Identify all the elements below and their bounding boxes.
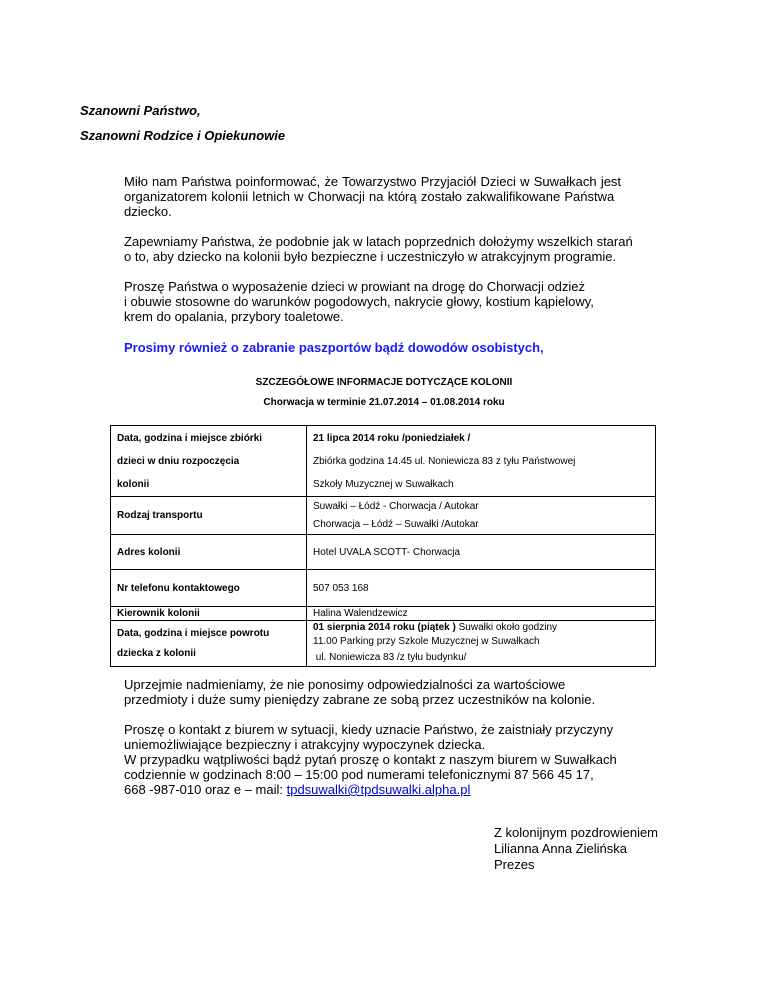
details-heading: SZCZEGÓŁOWE INFORMACJE DOTYCZĄCE KOLONII (255, 377, 513, 388)
transport-value: Suwałki – Łódź - Chorwacja / Autokar Chorwacja – Łódź – Suwałki /Autokar (307, 497, 656, 535)
email-link[interactable]: tpdsuwalki@tpdsuwalki.alpha.pl (286, 782, 471, 797)
table-row (111, 607, 656, 621)
equipment-line: i obuwie stosowne do warunków pogodowych, nakrycie głowy, kostium kąpielowy, (124, 294, 594, 309)
assurance-line: Zapewniamy Państwa, że podobnie jak w latach poprzednich dołożymy wszelkich starań (124, 234, 633, 249)
signature-name: Lilianna Anna Zielińska (494, 841, 627, 856)
signature-title: Prezes (494, 857, 535, 872)
address-value: Hotel UVALA SCOTT- Chorwacja (307, 535, 656, 570)
intro-paragraph (124, 174, 700, 219)
greeting-line-2: Szanowni Rodzice i Opiekunowie (80, 128, 286, 143)
disclaimer-line: przedmioty i duże sumy pieniędzy zabrane ze sobą przez uczestników na kolonie. (124, 692, 596, 707)
return-label: Data, godzina i miejsce powrotu dziecka z kolonii (111, 621, 307, 667)
details-table (110, 425, 656, 667)
contact-line: W przypadku wątpliwości bądź pytań proszę o kontakt z naszym biurem w Suwałkach (124, 752, 617, 767)
contact-line: Proszę o kontakt z biurem w sytuacji, kiedy uznacie Państwo, że zaistniały przyczyny (124, 722, 614, 737)
manager-label: Kierownik kolonii (111, 607, 307, 621)
transport-label: Rodzaj transportu (111, 497, 307, 535)
assurance-paragraph (124, 234, 700, 264)
phone-label: Nr telefonu kontaktowego (111, 570, 307, 607)
table-row (111, 621, 656, 667)
contact-line: 668 -987-010 oraz e – mail: tpdsuwalki@tpdsuwalki.alpha.pl (124, 782, 471, 797)
departure-label: Data, godzina i miejsce zbiórki dzieci w dniu rozpoczęcia kolonii (111, 426, 307, 497)
equipment-line: krem do opalania, przybory toaletowe. (124, 309, 344, 324)
table-row (111, 426, 656, 497)
intro-line: Miło nam Państwa poinformować, że Towarzystwo Przyjaciół Dzieci w Suwałkach jest (124, 174, 622, 189)
return-value: 01 sierpnia 2014 roku (piątek ) Suwałki około godziny 11.00 Parking przy Szkole Muzycznej w Suwałkach ul. Noniewicza 83 /z tyłu budynku/ (307, 621, 656, 667)
departure-value: 21 lipca 2014 roku /poniedziałek / Zbiórka godzina 14.45 ul. Noniewicza 83 z tyłu Państwowej Szkoły Muzycznej w Suwałkach (307, 426, 656, 497)
details-subheading: Chorwacja w terminie 21.07.2014 – 01.08.2014 roku (263, 397, 505, 408)
contact-line: uniemożliwiające bezpieczny i atrakcyjny wypoczynek dziecka. (124, 737, 486, 752)
contact-paragraph (124, 722, 700, 797)
equipment-line: Proszę Państwa o wyposażenie dzieci w prowiant na drogę do Chorwacji odzież (124, 279, 586, 294)
signature-block (494, 825, 658, 873)
table-row (111, 497, 656, 535)
contact-line: codziennie w godzinach 8:00 – 15:00 pod numerami telefonicznymi 87 566 45 17, (124, 767, 594, 782)
table-row (111, 535, 656, 570)
signature-closing: Z kolonijnym pozdrowieniem (494, 825, 659, 840)
address-label: Adres kolonii (111, 535, 307, 570)
equipment-paragraph (124, 279, 700, 324)
manager-value: Halina Walendzewicz (307, 607, 656, 621)
disclaimer-line: Uprzejmie nadmieniamy, że nie ponosimy odpowiedzialności za wartościowe (124, 677, 566, 692)
intro-line: organizatorem kolonii letnich w Chorwacji na którą zostało zakwalifikowane Państwa (124, 189, 615, 204)
disclaimer-paragraph (124, 677, 700, 707)
assurance-line: o to, aby dziecko na kolonii było bezpieczne i uczestniczyło w atrakcyjnym programie. (124, 249, 617, 264)
greeting-line-1: Szanowni Państwo, (80, 103, 201, 118)
phone-value: 507 053 168 (307, 570, 656, 607)
intro-line: dziecko. (124, 204, 172, 219)
documents-request: Prosimy również o zabranie paszportów bądź dowodów osobistych, (124, 340, 544, 355)
table-row (111, 570, 656, 607)
